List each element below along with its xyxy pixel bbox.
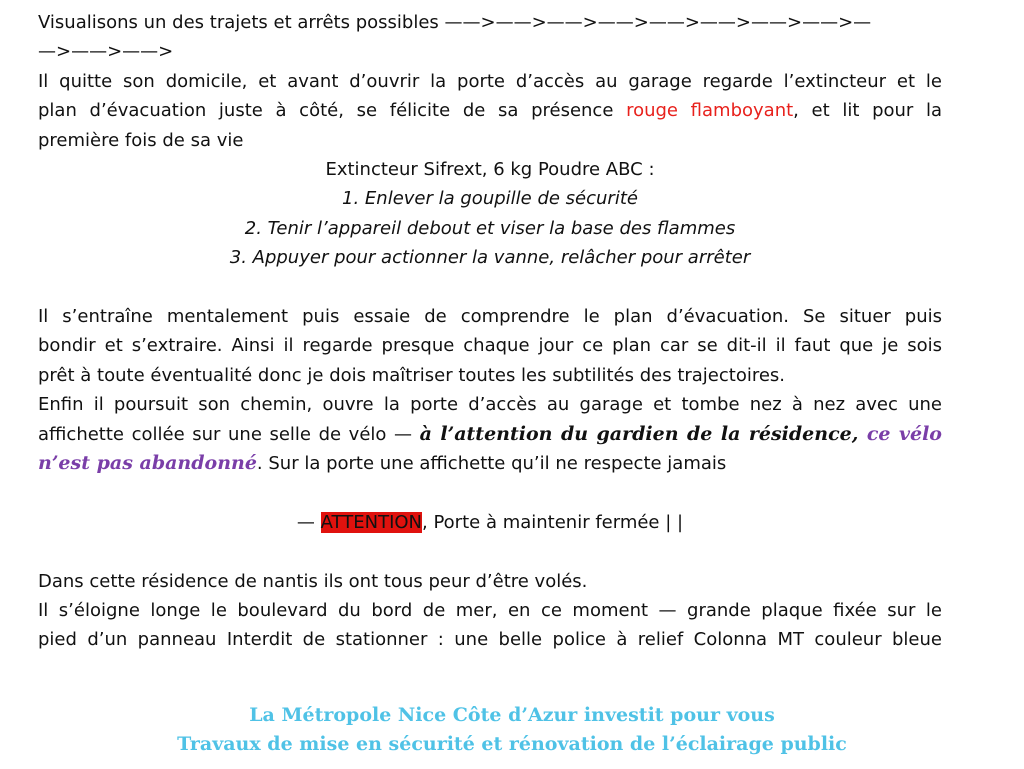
paragraph-home-line-1: Il quitte son domicile, et avant d’ouvrir la porte d’accès au garage regarde l’extincteur et le	[38, 70, 942, 92]
plaque-line-1: La Métropole Nice Côte d’Azur investit pour vous	[249, 704, 775, 726]
text-span: —	[296, 511, 321, 533]
text-span: , et lit pour la	[793, 100, 943, 122]
paragraph-plan-line-6	[38, 449, 942, 478]
paragraph-home-line-2	[38, 96, 942, 125]
handwritten-note: à l’attention du gardien de la résidence,	[419, 422, 867, 445]
handwritten-note-purple: ce vélo	[866, 422, 942, 445]
door-sign	[38, 508, 942, 537]
paragraph-plan-line-1: Il s’entraîne mentalement puis essaie de comprendre le plan d’évacuation. Se situer puis	[38, 306, 942, 328]
blank-line	[38, 537, 942, 566]
text-span: affichette collée sur une selle de vélo —	[38, 423, 420, 445]
paragraph-home-line-3: première fois de sa vie	[38, 129, 244, 151]
paragraph-plan-line-4: Enfin il poursuit son chemin, ouvre la porte d’accès au garage et tombe nez à nez avec une	[38, 394, 942, 416]
plaque-line-2: Travaux de mise en sécurité et rénovation de l’éclairage public	[177, 733, 847, 755]
document-page	[38, 8, 942, 655]
attention-highlight: ATTENTION	[320, 511, 423, 533]
text-span: , Porte à maintenir fermée | |	[422, 511, 684, 533]
text-span: . Sur la porte une affichette qu’il ne respecte jamais	[256, 453, 727, 475]
red-emphasis: rouge flamboyant	[626, 100, 794, 122]
paragraph-residence-line-2: Il s’éloigne longe le boulevard du bord de mer, en ce moment — grande plaque fixée sur le	[38, 600, 942, 622]
paragraph-plan-line-2: bondir et s’extraire. Ainsi il regarde presque chaque jour ce plan car se dit-il il faut que je sois	[38, 335, 942, 357]
extinguisher-step-3: 3. Appuyer pour actionner la vanne, relâcher pour arrêter	[229, 247, 751, 269]
blank-line	[38, 273, 942, 302]
text-span: plan d’évacuation juste à côté, se félicite de sa présence	[38, 100, 627, 122]
extinguisher-step-2: 2. Tenir l’appareil debout et viser la base des flammes	[244, 217, 736, 239]
extinguisher-step-1: 1. Enlever la goupille de sécurité	[342, 188, 638, 210]
paragraph-residence-line-1: Dans cette résidence de nantis ils ont tous peur d’être volés.	[38, 570, 588, 592]
blank-line	[38, 478, 942, 507]
extinguisher-title: Extincteur Sifrext, 6 kg Poudre ABC :	[325, 159, 655, 181]
paragraph-intro-line-2: —>——>——>	[38, 41, 174, 63]
handwritten-note-purple: n’est pas abandonné	[38, 452, 257, 475]
paragraph-intro-line-1: Visualisons un des trajets et arrêts possibles ——>——>——>——>——>——>——>——>—	[38, 12, 872, 33]
paragraph-plan-line-5	[38, 420, 942, 449]
paragraph-plan-line-3: prêt à toute éventualité donc je dois maîtriser toutes les subtilités des trajectoires.	[38, 364, 786, 386]
paragraph-residence-line-3: pied d’un panneau Interdit de stationner : une belle police à relief Colonna MT couleur bleue	[38, 629, 942, 651]
